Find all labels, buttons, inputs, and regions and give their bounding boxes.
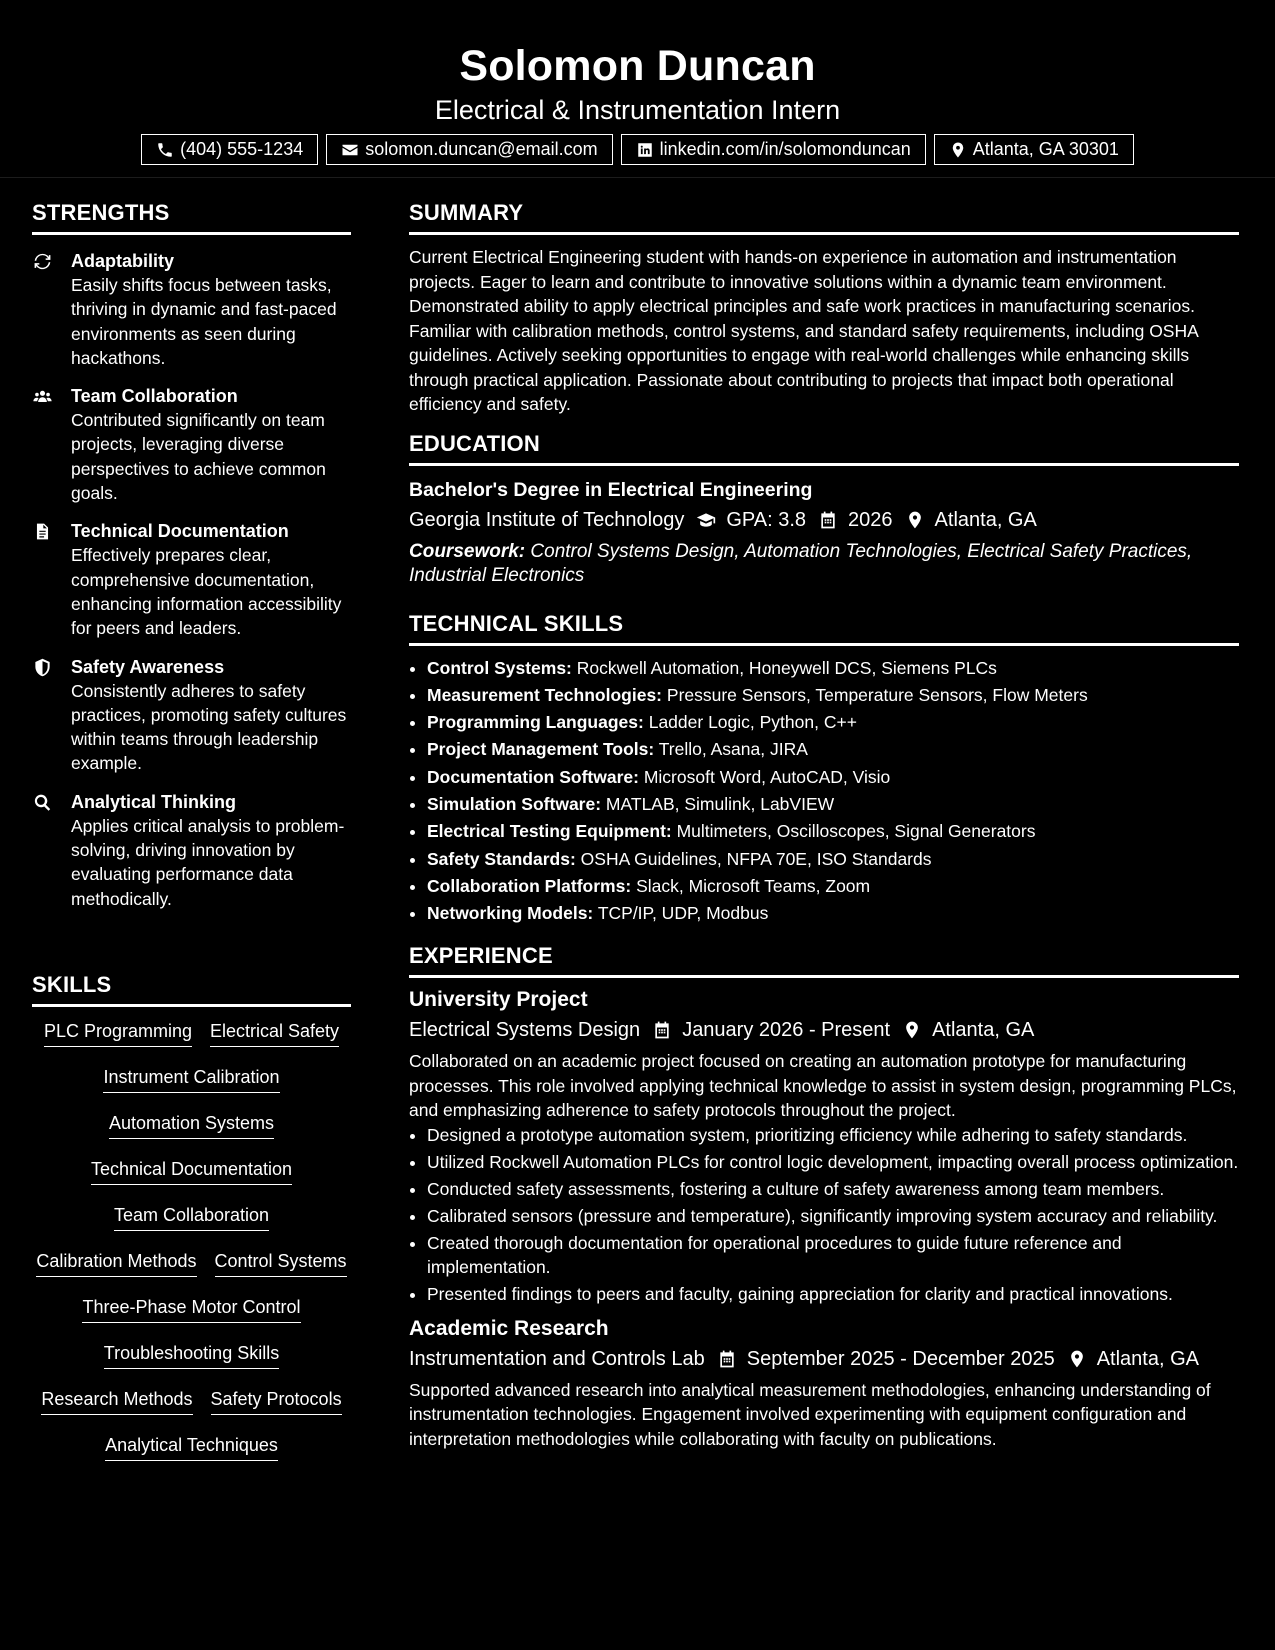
list-item: • Conducted safety assessments, fostering a culture of safety awareness among team members.	[427, 1177, 1239, 1202]
list-item: • Calibrated sensors (pressure and temperature), significantly improving system accuracy and reliability.	[427, 1204, 1239, 1229]
experience-entry	[409, 1315, 1239, 1452]
strength-description: Easily shifts focus between tasks, thriving in dynamic and fast-paced environments as seen during hackathons.	[71, 275, 337, 368]
experience-section	[409, 943, 1239, 1451]
list-item	[427, 682, 1239, 709]
education-location: Atlanta, GA	[934, 508, 1037, 531]
skill-values: Rockwell Automation, Honeywell DCS, Siemens PLCs	[576, 657, 997, 678]
graduation-year: 2026	[848, 508, 893, 531]
graduation-cap-icon	[696, 510, 716, 530]
summary-text: Current Electrical Engineering student with hands-on experience in automation and instrumentation projects. Eager to learn and contribute to innovative solutions within a dynamic team environment. Demonstrated ability to apply electrical principles and safe work practices in manufacturing scenarios. Familiar with calibration methods, control systems, and standard safety requirements, including OSHA guidelines. Actively seeking opportunities to engage with real-world challenges while enhancing skills through practical application. Passionate about contributing to projects that impact both operational efficiency and safety.	[409, 247, 1198, 414]
skill-category: Project Management Tools:	[427, 739, 655, 760]
list-item	[427, 873, 1239, 900]
experience-entry	[409, 986, 1239, 1307]
candidate-name: Solomon Duncan	[459, 42, 816, 90]
skill-tag: Instrument Calibration	[103, 1065, 279, 1093]
strengths-list	[32, 249, 351, 911]
strength-title: Adaptability	[71, 251, 175, 271]
linkedin-icon	[636, 141, 654, 159]
map-pin-icon	[949, 141, 967, 159]
strength-title: Safety Awareness	[71, 656, 225, 677]
skill-category: Simulation Software:	[427, 793, 602, 814]
strength-item	[32, 655, 351, 776]
job-title: University Project	[409, 988, 588, 1012]
users-icon	[32, 387, 53, 406]
strength-item	[32, 249, 351, 370]
strength-title: Technical Documentation	[71, 521, 289, 542]
calendar-icon	[717, 1349, 737, 1369]
list-item	[427, 764, 1239, 791]
job-subtitle: Electrical Systems Design	[409, 1019, 641, 1042]
list-item: • Presented findings to peers and faculty, gaining appreciation for clarity and practical innovations.	[427, 1282, 1239, 1307]
skill-values: Ladder Logic, Python, C++	[648, 712, 857, 733]
skill-category: Control Systems:	[427, 657, 572, 678]
job-dates: September 2025 - December 2025	[746, 1347, 1055, 1370]
technical-skills-section	[409, 611, 1239, 928]
contact-phone[interactable]	[141, 134, 318, 165]
list-item	[427, 791, 1239, 818]
strength-description: Consistently adheres to safety practices, promoting safety cultures within teams through leadership example.	[71, 680, 347, 774]
skill-tag: Electrical Safety	[210, 1019, 339, 1047]
strength-description: Applies critical analysis to problem-solving, driving innovation by evaluating performance data methodically.	[71, 815, 345, 909]
coursework-label: Coursework:	[409, 540, 526, 562]
list-item	[427, 900, 1239, 927]
experience-heading: EXPERIENCE	[409, 943, 1239, 978]
map-pin-icon	[1067, 1349, 1087, 1369]
job-description: Supported advanced research into analytical measurement methodologies, enhancing understanding of instrumentation technologies. Engagement involved experimenting with equipment configuration and interpretation methodologies while collaborating with faculty on publications.	[409, 1379, 1211, 1449]
gpa-text: GPA: 3.8	[726, 508, 807, 531]
contact-location	[934, 134, 1134, 165]
skills-section	[32, 972, 351, 1479]
resume-header	[0, 0, 1275, 178]
left-column	[32, 200, 351, 1455]
skill-values: TCP/IP, UDP, Modbus	[597, 903, 769, 924]
job-subtitle: Instrumentation and Controls Lab	[409, 1347, 705, 1370]
contact-bar	[0, 134, 1275, 165]
job-bullets	[409, 1123, 1239, 1307]
candidate-title: Electrical & Instrumentation Intern	[434, 95, 841, 125]
strength-item	[32, 519, 351, 640]
skill-tag: PLC Programming	[44, 1019, 192, 1047]
skill-tag: Three-Phase Motor Control	[82, 1295, 300, 1323]
coursework-list: Control Systems Design, Automation Technologies, Electrical Safety Practices, Industrial Electronics	[409, 540, 1193, 586]
skill-tag: Team Collaboration	[114, 1203, 269, 1231]
skill-tag: Automation Systems	[109, 1111, 274, 1139]
linkedin-text: linkedin.com/in/solomonduncan	[659, 139, 911, 159]
job-dates: January 2026 - Present	[682, 1019, 891, 1042]
skill-category: Documentation Software:	[427, 766, 639, 787]
skill-tag: Calibration Methods	[36, 1249, 196, 1277]
shield-icon	[32, 658, 53, 677]
email-text: solomon.duncan@email.com	[365, 139, 598, 159]
list-item: • Created thorough documentation for operational procedures to guide future reference and implementation.	[427, 1231, 1239, 1280]
calendar-icon	[818, 510, 838, 530]
skill-tag: Control Systems	[215, 1249, 347, 1277]
skill-values: MATLAB, Simulink, LabVIEW	[605, 793, 835, 814]
list-item: • Designed a prototype automation system, prioritizing efficiency while adhering to safety standards.	[427, 1123, 1239, 1148]
job-meta	[409, 1344, 1239, 1374]
technical-skills-list	[409, 655, 1239, 928]
map-pin-icon	[905, 510, 925, 530]
skill-category: Programming Languages:	[427, 712, 644, 733]
skill-category: Safety Standards:	[427, 848, 576, 869]
skill-tag: Troubleshooting Skills	[104, 1341, 279, 1369]
skill-tags	[32, 1019, 351, 1479]
skill-category: Electrical Testing Equipment:	[427, 821, 672, 842]
list-item	[427, 846, 1239, 873]
map-pin-icon	[902, 1020, 922, 1040]
strength-title: Analytical Thinking	[71, 791, 237, 812]
skill-values: Trello, Asana, JIRA	[658, 739, 808, 760]
list-item	[427, 709, 1239, 736]
skills-heading: SKILLS	[32, 972, 351, 1007]
technical-skills-heading: TECHNICAL SKILLS	[409, 611, 1239, 646]
sync-icon	[32, 252, 53, 271]
strength-description: Effectively prepares clear, comprehensive documentation, enhancing information accessibility for peers and leaders.	[71, 545, 342, 639]
skill-tag: Analytical Techniques	[105, 1433, 278, 1461]
education-meta	[409, 505, 1239, 535]
school-name: Georgia Institute of Technology	[409, 508, 685, 531]
summary-heading: SUMMARY	[409, 200, 1239, 235]
list-item	[427, 736, 1239, 763]
skill-category: Measurement Technologies:	[427, 684, 663, 705]
skill-category: Collaboration Platforms:	[427, 875, 632, 896]
contact-email[interactable]	[326, 134, 612, 165]
education-heading: EDUCATION	[409, 431, 1239, 466]
coursework	[409, 540, 1239, 589]
contact-linkedin[interactable]	[621, 134, 926, 165]
list-item	[427, 655, 1239, 682]
education-section	[409, 431, 1239, 589]
phone-icon	[156, 141, 174, 159]
envelope-icon	[341, 141, 359, 159]
job-location: Atlanta, GA	[1096, 1347, 1199, 1370]
skill-category: Networking Models:	[427, 903, 594, 924]
skill-tag: Safety Protocols	[211, 1387, 342, 1415]
phone-text: (404) 555-1234	[180, 139, 304, 159]
location-text: Atlanta, GA 30301	[972, 139, 1119, 159]
skill-tag: Research Methods	[41, 1387, 192, 1415]
job-title: Academic Research	[409, 1316, 609, 1340]
strength-item	[32, 384, 351, 505]
skill-values: OSHA Guidelines, NFPA 70E, ISO Standards	[580, 848, 932, 869]
skill-values: Slack, Microsoft Teams, Zoom	[636, 875, 871, 896]
job-location: Atlanta, GA	[932, 1019, 1035, 1042]
list-item: • Utilized Rockwell Automation PLCs for control logic development, impacting overall process optimization.	[427, 1150, 1239, 1175]
job-meta	[409, 1015, 1239, 1045]
summary-section	[409, 200, 1239, 417]
strength-description: Contributed significantly on team projects, leveraging diverse perspectives to achieve common goals.	[71, 410, 326, 504]
strength-item	[32, 790, 351, 911]
search-icon	[32, 793, 53, 812]
skill-values: Multimeters, Oscilloscopes, Signal Generators	[676, 821, 1036, 842]
skill-tag: Technical Documentation	[91, 1157, 292, 1185]
list-item	[427, 818, 1239, 845]
document-icon	[32, 522, 53, 541]
degree-title: Bachelor's Degree in Electrical Engineering	[409, 478, 813, 501]
strengths-heading: STRENGTHS	[32, 200, 351, 235]
right-column	[409, 200, 1239, 1451]
job-description: Collaborated on an academic project focused on creating an automation prototype for manufacturing processes. This role involved applying technical knowledge to assist in system design, programming PLCs, and emphasizing adherence to safety protocols throughout the project.	[409, 1051, 1237, 1121]
calendar-icon	[652, 1020, 672, 1040]
strength-title: Team Collaboration	[71, 386, 238, 407]
skill-values: Microsoft Word, AutoCAD, Visio	[643, 766, 891, 787]
skill-values: Pressure Sensors, Temperature Sensors, Flow Meters	[666, 684, 1088, 705]
